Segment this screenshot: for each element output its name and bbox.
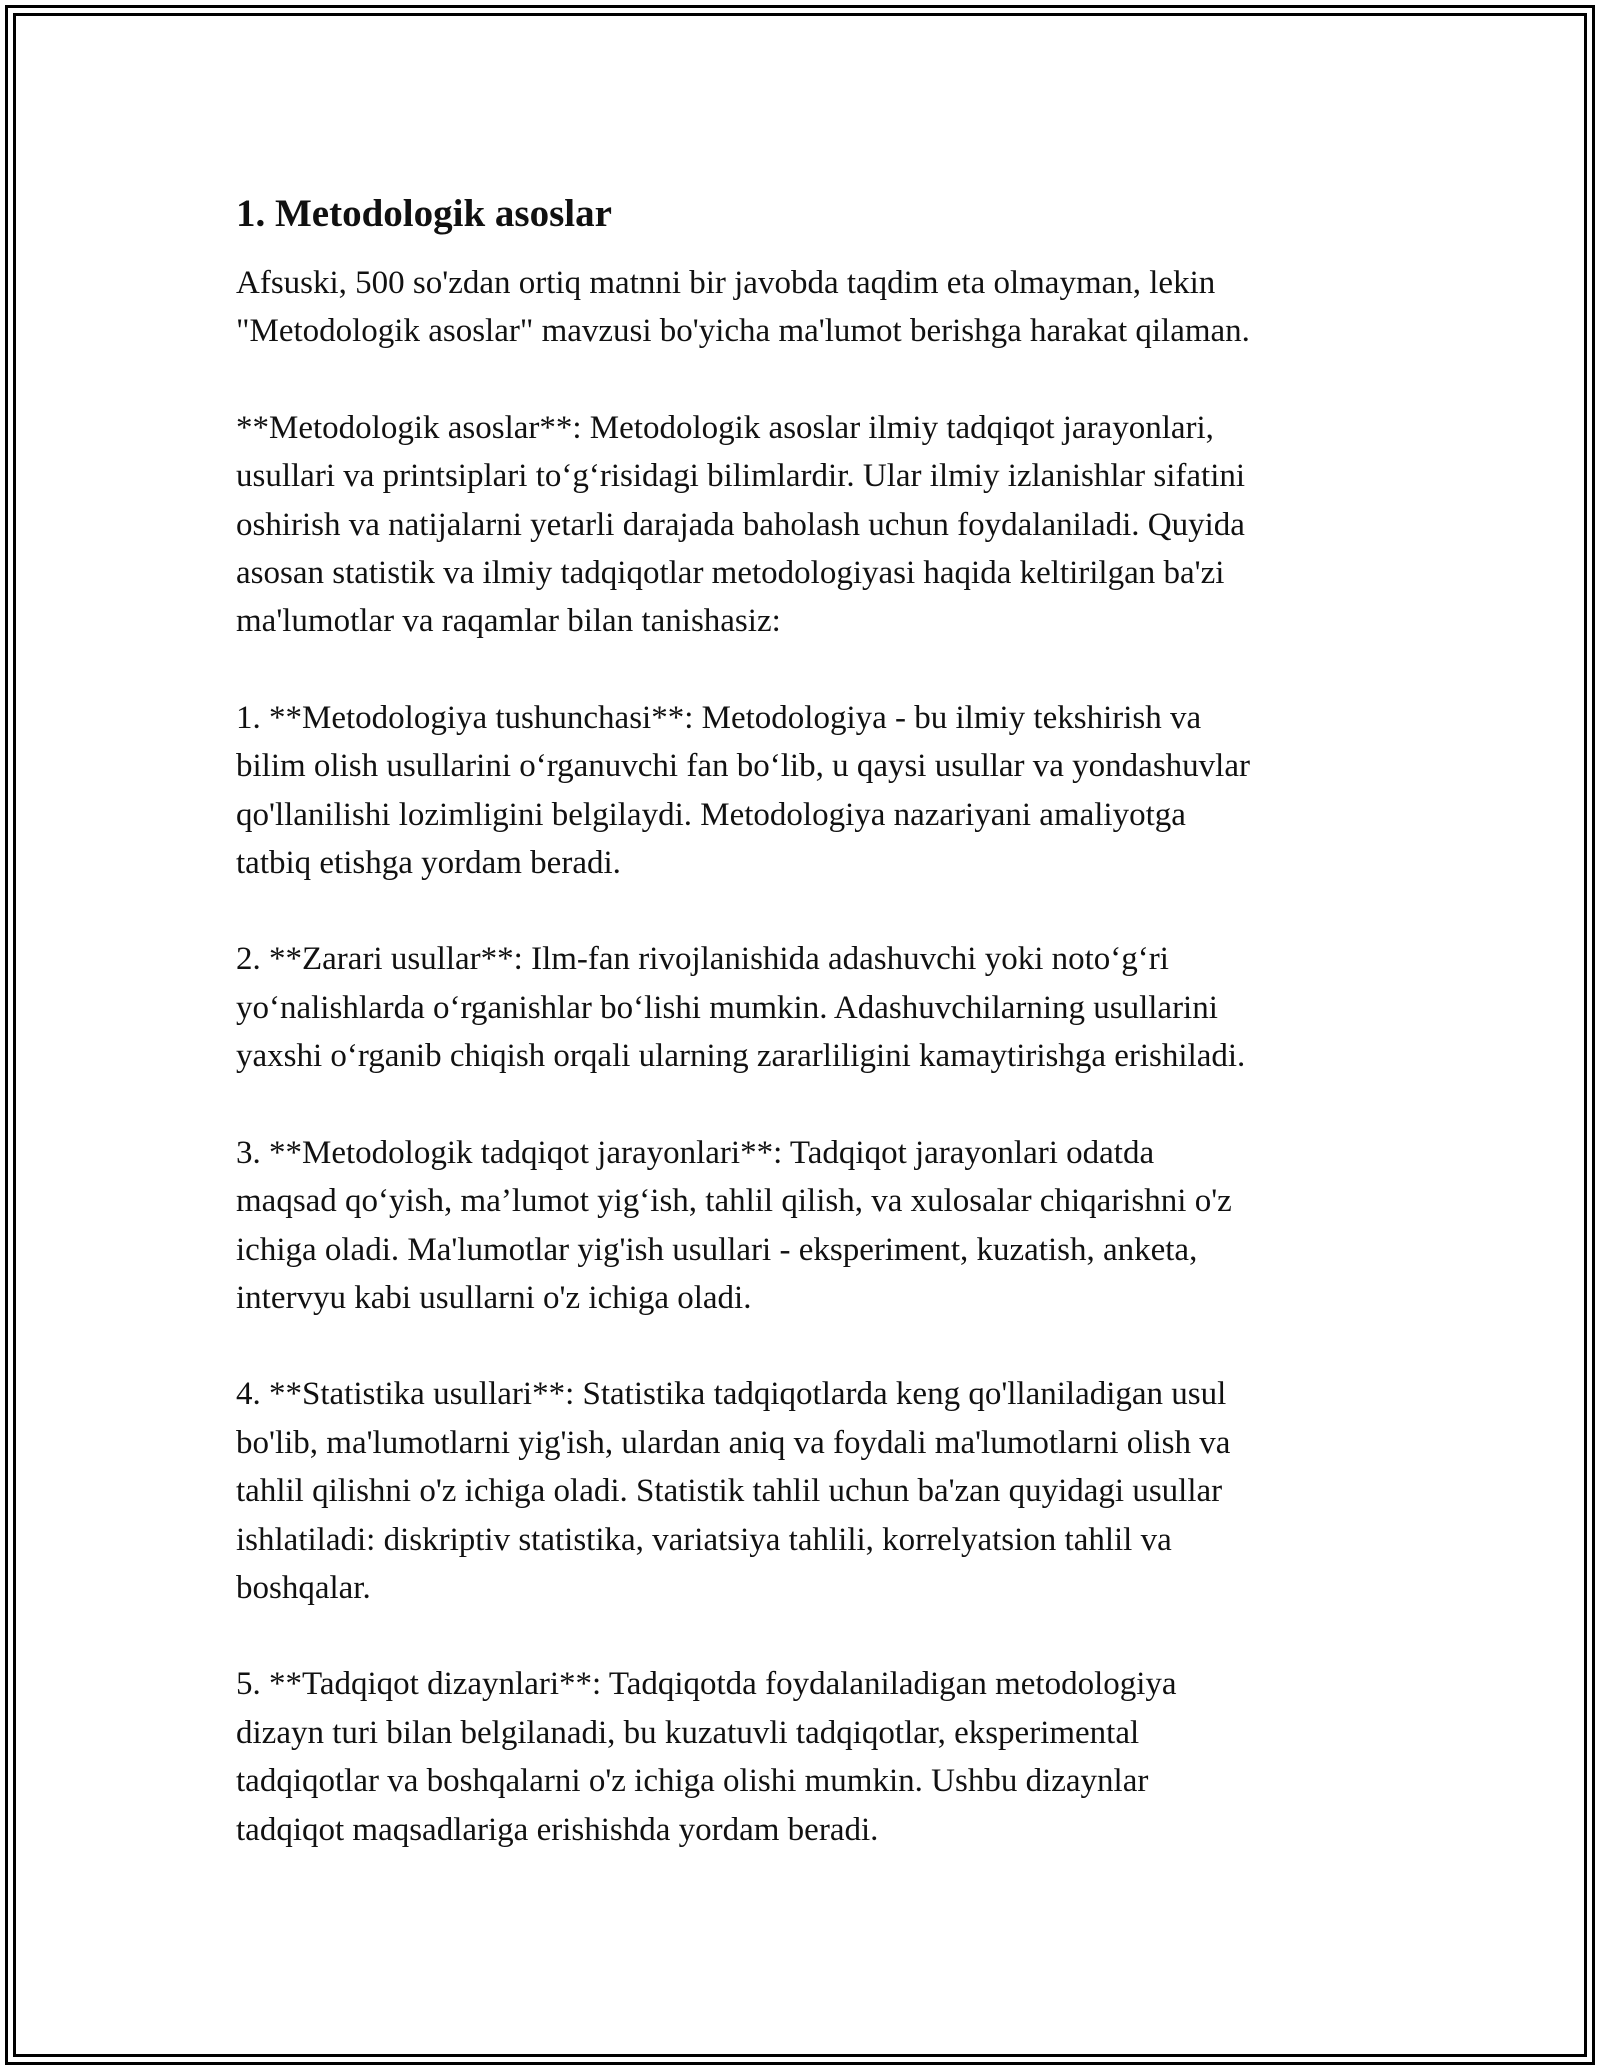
definition-paragraph: **Metodologik asoslar**: Metodologik asoslar ilmiy tadqiqot jarayonlari, usullari va printsiplari to‘g‘risidagi bilimlardir. Ular ilmiy izlanishlar sifatini oshirish va natijalarni yetarli darajada baholash uchun foydalaniladi. Quyida asosan statistik va ilmiy tadqiqotlar metodologiyasi haqida keltirilgan ba'zi ma'lumotlar va raqamlar bilan tanishasiz: (236, 409, 1246, 640)
list-item-1: 1. **Metodologiya tushunchasi**: Metodologiya - bu ilmiy tekshirish va bilim olish usullarini o‘rganuvchi fan bo‘lib, u qaysi usullar va yondashuvlar qo'llanilishi lozimligini belgilaydi. Metodologiya nazariyani amaliyotga tatbiq etishga yordam beradi. (236, 699, 1250, 882)
intro-paragraph: Afsuski, 500 so'zdan ortiq matnni bir javobda taqdim eta olmayman, lekin "Metodologik asoslar" mavzusi bo'yicha ma'lumot berishga harakat qilaman. (236, 265, 1250, 350)
list-item-3: 3. **Metodologik tadqiqot jarayonlari**: Tadqiqot jarayonlari odatda maqsad qo‘yish, ma’lumot yig‘ish, tahlil qilish, va xulosalar chiqarishni o'z ichiga oladi. Ma'lumotlar yig'ish usullari - eksperiment, kuzatish, anketa, intervyu kabi usullarni o'z ichiga oladi. (236, 1134, 1232, 1316)
list-item-2: 2. **Zarari usullar**: Ilm-fan rivojlanishida adashuvchi yoki noto‘g‘ri yo‘nalishlarda o‘rganishlar bo‘lishi mumkin. Adashuvchilarning usullarini yaxshi o‘rganib chiqish orqali ularning zararliligini kamaytirishga erishiladi. (236, 941, 1246, 1075)
document-body (236, 188, 1376, 1854)
list-item-5: 5. **Tadqiqot dizaynlari**: Tadqiqotda foydalaniladigan metodologiya dizayn turi bilan belgilanadi, bu kuzatuvli tadqiqotlar, eksperimental tadqiqotlar va boshqalarni o'z ichiga olishi mumkin. Ushbu dizaynlar tadqiqot maqsadlariga erishishda yordam beradi. (236, 1666, 1177, 1848)
list-item-4: 4. **Statistika usullari**: Statistika tadqiqotlarda keng qo'llaniladigan usul bo'lib, ma'lumotlarni yig'ish, ulardan aniq va foydali ma'lumotlarni olish va tahlil qilishni o'z ichiga oladi. Statistik tahlil uchun ba'zan quyidagi usullar ishlatiladi: diskriptiv statistika, variatsiya tahlili, korrelyatsion tahlil va boshqalar. (236, 1376, 1231, 1606)
section-heading: 1. Metodologik asoslar (236, 192, 612, 235)
